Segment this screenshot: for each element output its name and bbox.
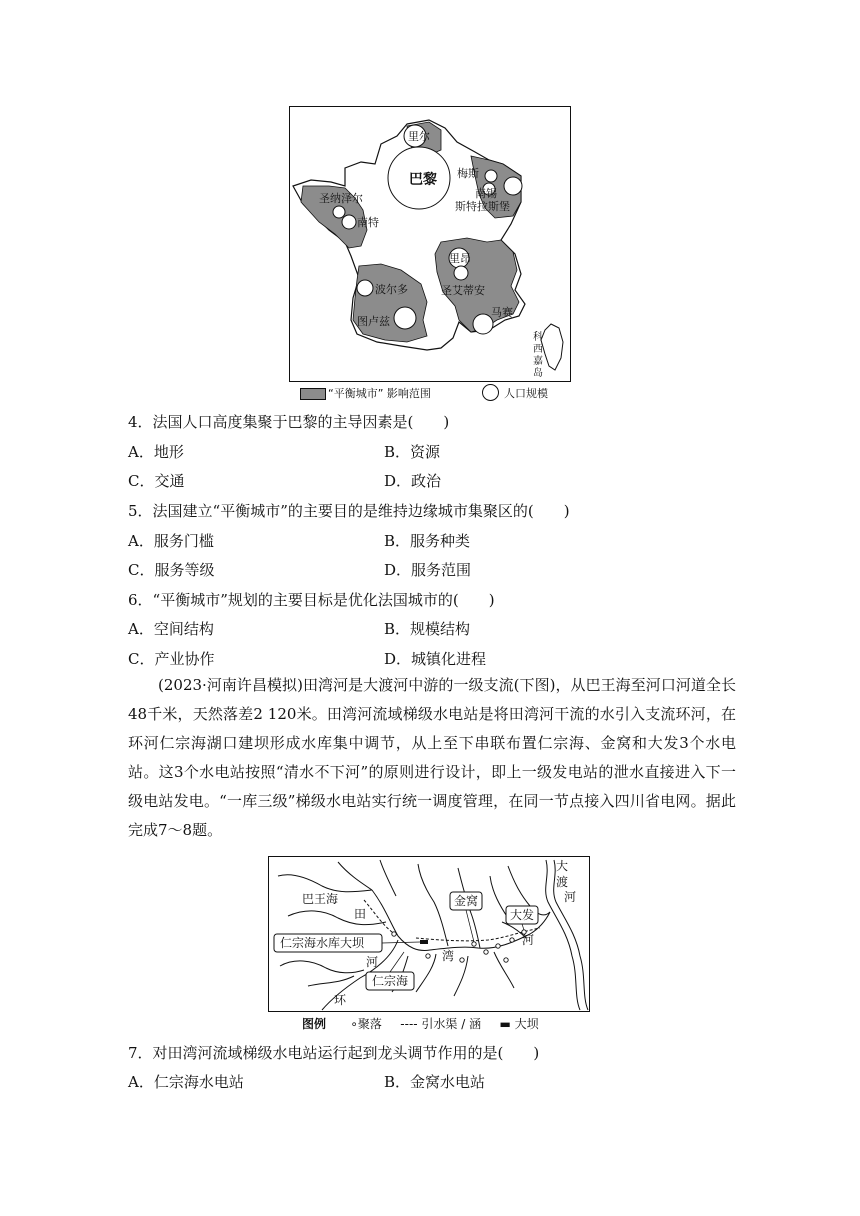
legend-dam: ▬ 大坝 <box>499 1017 539 1031</box>
dam-marker <box>420 940 428 944</box>
france-map-figure <box>289 106 571 382</box>
huan-label: 环 <box>334 993 347 1007</box>
lyon-label: 里昂 <box>449 252 471 265</box>
question-5-stem <box>128 501 570 521</box>
question-4-stem <box>128 412 449 432</box>
tian-label: 田 <box>354 907 367 921</box>
question-5-option-d: D．服务范围 <box>384 561 472 579</box>
renzonghai-label: 仁宗海 <box>372 974 409 988</box>
question-6-text: “平衡城市”规划的主要目标是优化法国城市的( ) <box>152 591 495 609</box>
bordeaux-label: 波尔多 <box>375 283 408 296</box>
question-6-option-a: A．空间结构 <box>128 620 214 638</box>
dam-label: 仁宗海水库大坝 <box>280 936 365 950</box>
question-4-option-b: B．资源 <box>384 443 441 461</box>
france-map <box>289 106 571 382</box>
legend-title: 图例 <box>302 1017 327 1031</box>
question-5-option-b: B．服务种类 <box>384 532 471 550</box>
question-7-option-a: A．仁宗海水电站 <box>128 1073 244 1091</box>
question-4-option-c: C．交通 <box>128 472 185 490</box>
wan-label: 湾 <box>442 949 455 963</box>
saint-etienne-circle <box>454 266 468 280</box>
saint-nazaire-circle <box>333 206 345 218</box>
dadu-label-2: 渡 <box>556 875 569 889</box>
question-6-option-b: B．规模结构 <box>384 620 471 638</box>
dadu-label-3: 河 <box>564 890 577 904</box>
paris-label: 巴黎 <box>409 172 437 188</box>
legend-influence-label: “平衡城市” 影响范围 <box>328 387 431 400</box>
lille-label: 里尔 <box>408 130 430 143</box>
river-map-figure <box>268 856 590 1012</box>
marseille-circle <box>473 314 493 334</box>
question-4-text: 法国人口高度集聚于巴黎的主导因素是( ) <box>152 413 450 431</box>
question-7-number: 7． <box>128 1044 153 1062</box>
toulouse-label: 图卢兹 <box>357 315 390 328</box>
he-right-label: 河 <box>522 933 535 947</box>
question-5-option-c: C．服务等级 <box>128 561 215 579</box>
france-map-legend <box>296 384 566 402</box>
question-5-text: 法国建立“平衡城市”的主要目的是维持边缘城市集聚区的( ) <box>152 502 570 520</box>
question-5-number: 5． <box>128 502 153 520</box>
question-6-stem <box>128 590 495 610</box>
he-left-label: 河 <box>366 955 379 969</box>
nantes-circle <box>342 215 356 229</box>
marseille-label: 马赛 <box>491 306 513 319</box>
question-4-option-a: A．地形 <box>128 443 184 461</box>
metz-circle <box>485 170 497 182</box>
river-map <box>268 856 590 1012</box>
question-4-number: 4． <box>128 413 153 431</box>
legend-population-circle <box>482 384 499 401</box>
legend-swatch <box>300 388 326 400</box>
legend-settlement: ∘聚落 <box>350 1017 382 1031</box>
saint-nazaire-label: 圣纳泽尔 <box>319 192 363 205</box>
bordeaux-circle <box>357 280 373 296</box>
question-7-text: 对田湾河流域梯级水电站运行起到龙头调节作用的是( ) <box>152 1044 540 1062</box>
metz-label: 梅斯 <box>457 167 479 180</box>
question-6-option-d: D．城镇化进程 <box>384 650 487 668</box>
jinwo-label: 金窝 <box>454 894 479 908</box>
corsica-label: 科西嘉岛 <box>533 332 543 379</box>
question-6-option-c: C．产业协作 <box>128 650 215 668</box>
strasbourg-circle <box>504 177 522 195</box>
bawanghai-label: 巴王海 <box>302 892 339 906</box>
nantes-label: 南特 <box>357 216 379 229</box>
river-map-legend <box>302 1015 539 1032</box>
question-6-number: 6． <box>128 591 153 609</box>
passage-text: (2023·河南许昌模拟)田湾河是大渡河中游的一级支流(下图)，从巴王海至河口河道全长48千米，天然落差2 120米。田湾河流域梯级水电站是将田湾河干流的水引入支流环河，在环河仁宗海湖口建坝形成水库集中调节，从上至下串联布置仁宗海、金窝和大发3个水电站。这3个水电站按照“清水不下河”的原则进行设计，即上一级发电站的泄水直接进入下一级电站发电。“一库三级”梯级水电站实行统一调度管理，在同一节点接入四川省电网。据此完成7～8题。 <box>128 676 736 839</box>
question-7-option-b: B．金窝水电站 <box>384 1073 486 1091</box>
saint-etienne-label: 圣艾蒂安 <box>441 284 485 297</box>
question-4-option-d: D．政治 <box>384 472 442 490</box>
dadu-label-1: 大 <box>556 859 569 873</box>
nancy-label: 南锡 <box>475 187 497 200</box>
legend-channel: ---- 引水渠 / 涵 <box>400 1017 482 1031</box>
question-7-stem <box>128 1043 539 1063</box>
question-5-option-a: A．服务门槛 <box>128 532 214 550</box>
legend-population-label: 人口规模 <box>504 387 548 400</box>
toulouse-circle <box>394 307 416 329</box>
strasbourg-label: 斯特拉斯堡 <box>455 200 510 213</box>
dafa-label: 大发 <box>510 908 535 922</box>
